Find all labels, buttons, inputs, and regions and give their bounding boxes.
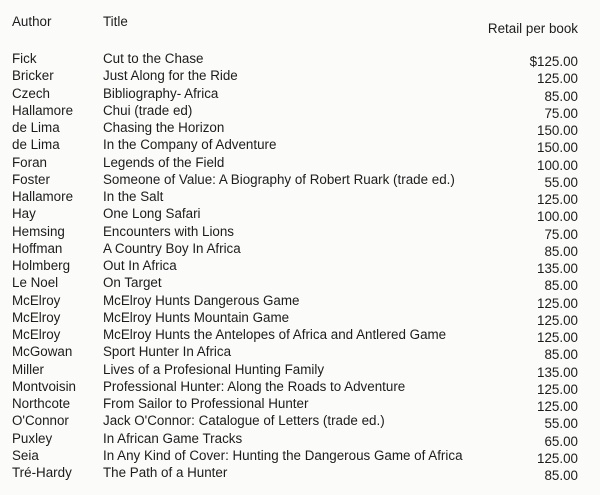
price-cell: 100.00 (537, 209, 578, 225)
title-cell: Legends of the Field (103, 154, 225, 170)
title-cell: Chui (trade ed) (103, 102, 193, 118)
table-row (0, 205, 600, 225)
author-cell: McGowan (12, 344, 73, 360)
author-cell: McElroy (12, 292, 61, 308)
price-cell: 125.00 (537, 330, 578, 345)
author-column-header: Author (12, 14, 52, 29)
title-cell: A Country Boy In Africa (103, 240, 241, 256)
table-row (0, 378, 600, 395)
author-cell: O'Connor (12, 413, 69, 429)
table-row (0, 223, 600, 240)
table-row (0, 395, 600, 412)
price-cell: 125.00 (537, 71, 578, 87)
author-cell: Seia (12, 447, 39, 463)
price-cell: $125.00 (529, 54, 578, 69)
title-cell: McElroy Hunts Mountain Game (103, 309, 290, 325)
author-cell: Hallamore (12, 102, 74, 118)
title-cell: In African Game Tracks (103, 430, 243, 446)
title-cell: Chasing the Horizon (103, 120, 225, 135)
author-cell: Czech (12, 85, 50, 101)
price-cell: 125.00 (537, 450, 578, 466)
table-row (0, 154, 600, 171)
author-cell: Northcote (12, 396, 71, 411)
author-cell: Hay (12, 206, 36, 222)
price-cell: 85.00 (544, 347, 578, 363)
author-cell: de Lima (12, 137, 60, 153)
author-cell: Foran (12, 154, 47, 170)
book-list (0, 50, 600, 481)
table-row (0, 292, 600, 309)
author-cell: Fick (12, 51, 37, 66)
title-cell: Out In Africa (103, 258, 177, 273)
table-row (0, 361, 600, 378)
author-cell: Le Noel (12, 275, 59, 291)
title-cell: From Sailor to Professional Hunter (103, 396, 309, 411)
title-cell: McElroy Hunts the Antelopes of Africa and Antlered Game (103, 327, 447, 342)
table-row (0, 85, 600, 102)
author-cell: Hemsing (12, 223, 65, 239)
title-cell: Encounters with Lions (103, 223, 235, 239)
price-cell: 55.00 (544, 174, 578, 190)
table-row (0, 257, 600, 274)
title-cell: Lives of a Profesional Hunting Family (103, 361, 325, 377)
price-cell: 135.00 (537, 364, 578, 380)
price-cell: 75.00 (544, 105, 578, 121)
table-row (0, 309, 600, 326)
author-cell: McElroy (12, 309, 61, 325)
author-cell: Miller (12, 361, 44, 377)
title-cell: Just Along for the Ride (103, 68, 238, 84)
table-row (0, 240, 600, 257)
column-header-row (0, 14, 600, 36)
author-cell: McElroy (12, 327, 61, 342)
title-cell: Sport Hunter In Africa (103, 344, 232, 360)
price-cell: 85.00 (544, 88, 578, 104)
author-cell: Puxley (12, 430, 53, 446)
title-cell: Bibliography- Africa (103, 85, 219, 101)
table-row (0, 343, 600, 363)
title-cell: In the Company of Adventure (103, 137, 277, 153)
title-cell: Professional Hunter: Along the Roads to Adventure (103, 378, 406, 394)
table-row (0, 412, 600, 432)
title-cell: On Target (103, 275, 162, 291)
table-row (0, 430, 600, 447)
price-cell: 150.00 (537, 140, 578, 156)
price-cell: 135.00 (537, 261, 578, 276)
price-cell: 65.00 (544, 433, 578, 449)
price-cell: 150.00 (537, 123, 578, 138)
price-cell: 55.00 (544, 416, 578, 432)
price-cell: 85.00 (544, 468, 578, 483)
author-cell: Montvoisin (12, 378, 77, 394)
author-cell: Holmberg (12, 258, 71, 273)
table-row (0, 447, 600, 464)
price-cell: 85.00 (544, 243, 578, 259)
author-cell: Foster (12, 171, 50, 187)
author-cell: Bricker (12, 68, 54, 84)
price-cell: 125.00 (537, 399, 578, 414)
table-row (0, 67, 600, 87)
price-cell: 125.00 (537, 192, 578, 207)
title-cell: Cut to the Chase (103, 51, 204, 66)
table-row (0, 136, 600, 156)
price-cell: 125.00 (537, 295, 578, 311)
title-cell: Jack O'Connor: Catalogue of Letters (trade ed.) (103, 413, 385, 429)
title-cell: In Any Kind of Cover: Hunting the Dangerous Game of Africa (103, 447, 463, 463)
title-cell: Someone of Value: A Biography of Robert Ruark (trade ed.) (103, 171, 455, 187)
author-cell: de Lima (12, 120, 60, 135)
title-cell: In the Salt (103, 189, 164, 204)
price-cell: 85.00 (544, 278, 578, 294)
author-cell: Tré-Hardy (12, 465, 72, 480)
table-row (0, 464, 600, 481)
table-row (0, 171, 600, 188)
author-cell: Hoffman (12, 240, 63, 256)
table-row (0, 50, 600, 67)
table-row (0, 274, 600, 294)
table-row (0, 102, 600, 119)
price-cell: 125.00 (537, 312, 578, 328)
title-cell: One Long Safari (103, 206, 201, 222)
price-column-header: Retail per book (487, 21, 578, 36)
title-column-header: Title (103, 14, 128, 29)
table-row (0, 326, 600, 343)
author-cell: Hallamore (12, 189, 74, 204)
price-cell: 125.00 (537, 381, 578, 397)
price-cell: 75.00 (544, 226, 578, 242)
title-cell: The Path of a Hunter (103, 465, 228, 480)
table-row (0, 188, 600, 205)
price-cell: 100.00 (537, 157, 578, 173)
table-row (0, 119, 600, 136)
title-cell: McElroy Hunts Dangerous Game (103, 292, 300, 308)
